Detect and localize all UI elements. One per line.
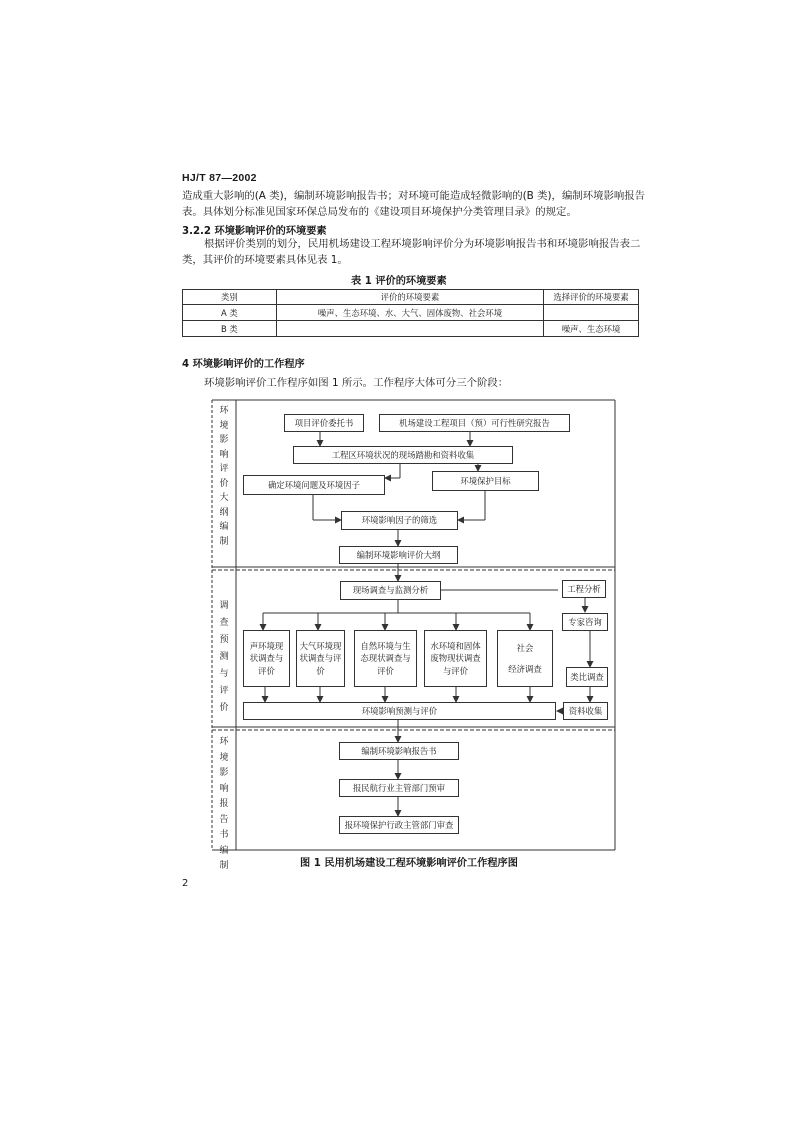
- standard-code: HJ/T 87—2002: [182, 172, 257, 184]
- flow-box-analog-survey: 类比调查: [566, 667, 608, 687]
- section-heading: 3.2.2 环境影响评价的环境要素: [182, 226, 327, 237]
- flow-box-feasibility: 机场建设工程项目（预）可行性研究报告: [379, 414, 570, 432]
- table-header-cell: 类别: [183, 290, 277, 305]
- stage-label-investigation: 调查预测与评价: [219, 601, 229, 713]
- flow-box-data-collection: 资料收集: [563, 702, 608, 720]
- stage-label-outline: 环境影响评价大纲编制: [219, 406, 229, 547]
- flow-box-monitoring: 现场调查与监测分析: [340, 581, 441, 600]
- social-line-1: 社会: [516, 643, 534, 653]
- flow-box-env-issues: 确定环境问题及环境因子: [243, 475, 385, 495]
- flow-box-sound-env: 声环境现状调查与评价: [243, 630, 290, 687]
- flow-box-engineering-analysis: 工程分析: [562, 580, 606, 598]
- flow-box-compile-report: 编制环境影响报告书: [339, 742, 459, 760]
- table-cell: 噪声、生态环境、水、大气、固体废物、社会环境: [276, 305, 543, 321]
- flow-box-site-survey: 工程区环境状况的现场踏勘和资料收集: [293, 446, 513, 464]
- paragraph-line: 环境影响评价工作程序如图 1 所示。工作程序大体可分三个阶段：: [204, 377, 509, 389]
- table-caption: 表 1 评价的环境要素: [351, 276, 447, 287]
- flow-box-epa-review: 报环境保护行政主管部门审查: [339, 816, 459, 834]
- social-line-2: 经济调查: [508, 663, 542, 674]
- table-cell: B 类: [183, 321, 277, 337]
- page-number: 2: [182, 878, 189, 889]
- flow-box-entrust: 项目评价委托书: [284, 414, 364, 432]
- flow-box-factor-screening: 环境影响因子的筛选: [341, 511, 458, 530]
- flow-box-outline: 编制环境影响评价大纲: [339, 546, 458, 564]
- stage-label-report: 环境影响报告书编制: [219, 737, 229, 871]
- paragraph-line: 表。具体划分标准见国家环保总局发布的《建设项目环境保护分类管理目录》的规定。: [182, 206, 577, 218]
- table-cell: A 类: [183, 305, 277, 321]
- section-heading: 4 环境影响评价的工作程序: [182, 359, 305, 370]
- table-header-cell: 选择评价的环境要素: [544, 290, 639, 305]
- flow-box-air-env: 大气环境现状调查与评价: [296, 630, 345, 687]
- flow-box-water-solid: 水环境和固体废物现状调查与评价: [424, 630, 487, 687]
- paragraph-line: 根据评价类别的划分，民用机场建设工程环境影响评价分为环境影响报告书和环境影响报告表二: [204, 238, 641, 250]
- flow-box-protection-targets: 环境保护目标: [432, 471, 539, 491]
- flow-box-prediction: 环境影响预测与评价: [243, 702, 556, 720]
- flow-box-expert-consult: 专家咨询: [562, 613, 608, 631]
- paragraph-line: 造成重大影响的(A 类)，编制环境影响报告书；对环境可能造成轻微影响的(B 类)，编制环境影响报告: [182, 190, 646, 202]
- flow-box-socio-economic: [497, 630, 553, 687]
- paragraph-line: 类，其评价的环境要素具体见表 1。: [182, 254, 348, 266]
- table-cell: 噪声、生态环境: [544, 321, 639, 337]
- figure-caption: 图 1 民用机场建设工程环境影响评价工作程序图: [300, 858, 518, 869]
- flow-box-eco-env: 自然环境与生态现状调查与评价: [354, 630, 417, 687]
- flow-box-caac-review: 报民航行业主管部门预审: [339, 779, 459, 797]
- table-header-cell: 评价的环境要素: [276, 290, 543, 305]
